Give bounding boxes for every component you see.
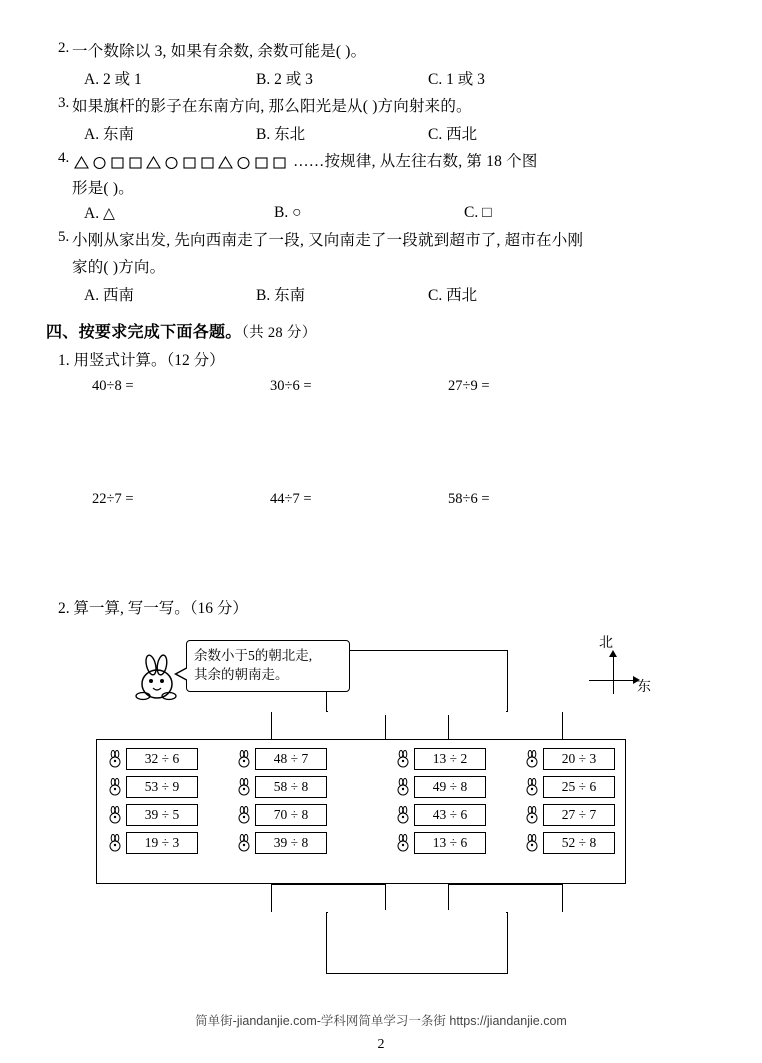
calc-4[interactable]: 22÷7 =: [92, 491, 134, 508]
top-right-connector: [448, 712, 563, 740]
expression[interactable]: 48 ÷ 7: [255, 748, 327, 770]
grid-item[interactable]: [236, 748, 327, 770]
top-answer-box[interactable]: [326, 650, 508, 712]
calc-1[interactable]: 40÷8 =: [92, 378, 134, 395]
compass-vertical-line: [613, 654, 614, 694]
question-2-number: 2.: [58, 40, 70, 56]
rabbit-small-icon: [107, 750, 123, 768]
question-4-option-a[interactable]: A. △: [84, 205, 115, 223]
section-4-q1-text: 用竖式计算。（12 分）: [73, 352, 225, 370]
rabbit-small-icon: [107, 806, 123, 824]
grid-item[interactable]: [524, 748, 615, 770]
rabbit-icon: [131, 654, 187, 710]
section-4-question-2: [58, 596, 716, 618]
rabbit-small-icon: [107, 778, 123, 796]
grid-item[interactable]: [524, 776, 615, 798]
grid-item[interactable]: [107, 804, 198, 826]
expression[interactable]: 58 ÷ 8: [255, 776, 327, 798]
expression[interactable]: 19 ÷ 3: [126, 832, 198, 854]
compass-rose: [571, 632, 681, 712]
rabbit-small-icon: [395, 834, 411, 852]
question-4: [46, 150, 716, 174]
bubble-line-2: 其余的朝南走。: [194, 666, 289, 682]
question-2-option-a[interactable]: A. 2 或 1: [84, 71, 142, 89]
question-2-option-c[interactable]: C. 1 或 3: [428, 71, 485, 89]
question-3-option-b[interactable]: B. 东北: [256, 126, 306, 144]
vertical-calculations: [92, 378, 716, 508]
circle-icon: [164, 155, 179, 170]
pattern-sequence: [74, 155, 287, 170]
expression[interactable]: 25 ÷ 6: [543, 776, 615, 798]
grid-column-3: [395, 748, 486, 875]
grid-item[interactable]: [107, 748, 198, 770]
circle-icon: [92, 155, 107, 170]
question-5-line2: [46, 256, 716, 280]
section-4-q2-number: 2.: [58, 600, 70, 618]
compass-north-arrow: [609, 650, 617, 657]
circle-icon: [236, 155, 251, 170]
grid-column-2: [236, 748, 327, 875]
bottom-left-connector: [271, 884, 386, 912]
top-left-connector: [271, 712, 386, 740]
triangle-icon: [74, 155, 89, 170]
grid-item[interactable]: [236, 832, 327, 854]
square-icon: [110, 155, 125, 170]
calc-6[interactable]: 58÷6 =: [448, 491, 490, 508]
bubble-line-1: 余数小于5的朝北走,: [194, 648, 313, 664]
compass-east-label: 东: [637, 680, 651, 696]
section-4-score: （共 28 分）: [241, 325, 317, 342]
square-icon: [182, 155, 197, 170]
calc-3[interactable]: 27÷9 =: [448, 378, 490, 395]
rabbit-small-icon: [236, 806, 252, 824]
question-5-option-c[interactable]: C. 西北: [428, 287, 478, 305]
expression[interactable]: 43 ÷ 6: [414, 804, 486, 826]
expression[interactable]: 27 ÷ 7: [543, 804, 615, 826]
expression[interactable]: 39 ÷ 8: [255, 832, 327, 854]
bottom-right-connector: [448, 884, 563, 912]
grid-item[interactable]: [395, 748, 486, 770]
calc-row-2: [92, 491, 716, 508]
rabbit-small-icon: [395, 750, 411, 768]
rabbit-small-icon: [395, 778, 411, 796]
question-2-option-b[interactable]: B. 2 或 3: [256, 71, 313, 89]
expression[interactable]: 52 ÷ 8: [543, 832, 615, 854]
question-3-option-a[interactable]: A. 东南: [84, 126, 134, 144]
grid-item[interactable]: [395, 804, 486, 826]
compass-north-label: 北: [599, 636, 613, 652]
expression[interactable]: 49 ÷ 8: [414, 776, 486, 798]
grid-item[interactable]: [236, 776, 327, 798]
question-5-text-line2: 家的( )方向。: [72, 259, 166, 277]
question-4-line2: [46, 177, 716, 201]
section-4-question-1: [58, 348, 716, 370]
question-4-options: [84, 204, 716, 223]
grid-column-4: [524, 748, 615, 875]
square-icon: [272, 155, 287, 170]
grid-item[interactable]: [395, 776, 486, 798]
calc-5[interactable]: 44÷7 =: [270, 491, 312, 508]
expression[interactable]: 53 ÷ 9: [126, 776, 198, 798]
grid-item[interactable]: [107, 776, 198, 798]
question-4-option-b[interactable]: B. ○: [274, 204, 302, 222]
grid-item[interactable]: [395, 832, 486, 854]
rabbit-maze-diagram: [76, 632, 736, 962]
question-4-text: [72, 150, 538, 174]
question-5-option-b[interactable]: B. 东南: [256, 287, 306, 305]
question-2-text: 一个数除以 3, 如果有余数, 余数可能是( )。: [72, 43, 367, 60]
expression[interactable]: 13 ÷ 6: [414, 832, 486, 854]
site-footer: 简单街-jiandanjie.com-学科网简单学习一条街 https://jiandanjie.com: [195, 1014, 567, 1028]
square-icon: [128, 155, 143, 170]
section-4-title-text: 四、按要求完成下面各题。: [46, 324, 242, 342]
triangle-icon: [218, 155, 233, 170]
section-4-q1-number: 1.: [58, 352, 70, 370]
grid-item[interactable]: [524, 832, 615, 854]
pipe-merge-patch-4: [387, 908, 447, 914]
question-3-number: 3.: [58, 95, 70, 112]
expression[interactable]: 32 ÷ 6: [126, 748, 198, 770]
question-3: [46, 95, 716, 119]
question-4-text-line2: 形是( )。: [72, 180, 134, 198]
question-4-option-c[interactable]: C. □: [464, 204, 492, 222]
rabbit-small-icon: [524, 806, 540, 824]
rabbit-small-icon: [107, 834, 123, 852]
question-3-option-c[interactable]: C. 西北: [428, 126, 478, 144]
question-3-text: 如果旗杆的影子在东南方向, 那么阳光是从( )方向射来的。: [72, 98, 472, 116]
rabbit-small-icon: [524, 834, 540, 852]
question-5: [46, 229, 716, 253]
question-4-number: 4.: [58, 150, 70, 167]
expression[interactable]: 39 ÷ 5: [126, 804, 198, 826]
question-2: [46, 40, 716, 64]
expression-grid: [96, 739, 626, 884]
grid-column-1: [107, 748, 198, 875]
question-5-number: 5.: [58, 229, 70, 246]
calc-row-1: [92, 378, 716, 395]
question-5-text: 小刚从家出发, 先向西南走了一段, 又向南走了一段就到超市了, 超市在小刚: [72, 232, 584, 250]
bottom-answer-box[interactable]: [326, 912, 508, 974]
rabbit-small-icon: [236, 834, 252, 852]
pipe-merge-patch-2: [387, 711, 447, 716]
compass-east-arrow: [633, 676, 640, 684]
question-5-option-a[interactable]: A. 西南: [84, 287, 134, 305]
expression[interactable]: 70 ÷ 8: [255, 804, 327, 826]
grid-item[interactable]: [524, 804, 615, 826]
rabbit-small-icon: [236, 778, 252, 796]
square-icon: [254, 155, 269, 170]
expression[interactable]: 20 ÷ 3: [543, 748, 615, 770]
square-icon: [200, 155, 215, 170]
compass-horizontal-line: [589, 680, 637, 681]
question-4-text-after: ……按规律, 从左往右数, 第 18 个图: [293, 153, 538, 171]
calc-2[interactable]: 30÷6 =: [270, 378, 312, 395]
expression[interactable]: 13 ÷ 2: [414, 748, 486, 770]
rabbit-small-icon: [524, 750, 540, 768]
instruction-bubble: [186, 640, 350, 692]
question-5-options: [84, 283, 716, 305]
grid-item[interactable]: [236, 804, 327, 826]
question-3-options: [84, 122, 716, 144]
rabbit-small-icon: [395, 806, 411, 824]
question-2-options: [84, 67, 716, 89]
section-4-title: [46, 319, 716, 342]
rabbit-small-icon: [236, 750, 252, 768]
grid-item[interactable]: [107, 832, 198, 854]
rabbit-small-icon: [524, 778, 540, 796]
triangle-icon: [146, 155, 161, 170]
section-4-q2-text: 算一算, 写一写。（16 分）: [73, 600, 248, 618]
page-number: 2: [377, 1037, 385, 1052]
